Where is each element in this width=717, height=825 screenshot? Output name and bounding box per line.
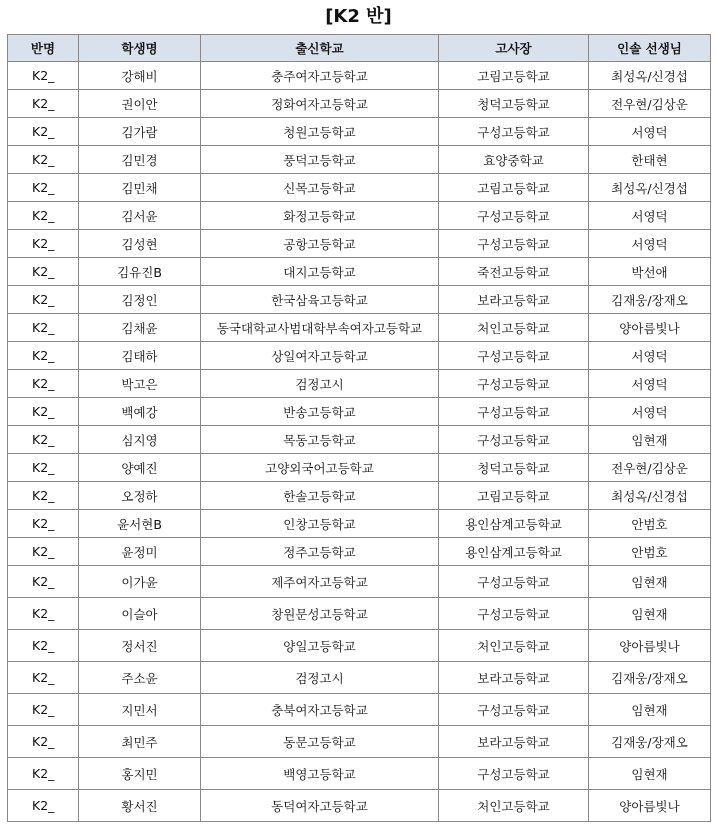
cell-teacher: 최성옥/신경섭 — [589, 174, 711, 202]
cell-teacher: 서영덕 — [589, 398, 711, 426]
cell-school: 목동고등학교 — [201, 426, 439, 454]
cell-student: 최민주 — [79, 726, 201, 758]
cell-student: 김민채 — [79, 174, 201, 202]
table-row — [8, 258, 711, 286]
cell-teacher: 양아름빛나 — [589, 630, 711, 662]
table-row — [8, 758, 711, 790]
cell-teacher: 양아름빛나 — [589, 314, 711, 342]
cell-student: 지민서 — [79, 694, 201, 726]
cell-teacher: 임현재 — [589, 598, 711, 630]
cell-student: 박고은 — [79, 370, 201, 398]
cell-student: 김성현 — [79, 230, 201, 258]
cell-student: 권이안 — [79, 90, 201, 118]
table-row — [8, 230, 711, 258]
cell-school: 한솔고등학교 — [201, 482, 439, 510]
cell-exam-site: 구성고등학교 — [439, 370, 589, 398]
table-row — [8, 314, 711, 342]
cell-teacher: 서영덕 — [589, 230, 711, 258]
cell-teacher: 최성옥/신경섭 — [589, 482, 711, 510]
cell-student: 윤서현B — [79, 510, 201, 538]
cell-exam-site: 처인고등학교 — [439, 790, 589, 822]
table-row — [8, 694, 711, 726]
cell-exam-site: 구성고등학교 — [439, 694, 589, 726]
table-row — [8, 370, 711, 398]
cell-class: K2_ — [8, 314, 79, 342]
cell-class: K2_ — [8, 482, 79, 510]
table-row — [8, 726, 711, 758]
table-row — [8, 174, 711, 202]
cell-exam-site: 처인고등학교 — [439, 314, 589, 342]
cell-class: K2_ — [8, 426, 79, 454]
cell-school: 정화여자고등학교 — [201, 90, 439, 118]
table-row — [8, 202, 711, 230]
cell-school: 화정고등학교 — [201, 202, 439, 230]
cell-school: 정주고등학교 — [201, 538, 439, 566]
cell-exam-site: 구성고등학교 — [439, 202, 589, 230]
cell-school: 대지고등학교 — [201, 258, 439, 286]
cell-school: 창원문성고등학교 — [201, 598, 439, 630]
cell-teacher: 서영덕 — [589, 118, 711, 146]
cell-teacher: 김재웅/장재오 — [589, 662, 711, 694]
table-row — [8, 398, 711, 426]
cell-school: 충주여자고등학교 — [201, 62, 439, 90]
cell-class: K2_ — [8, 370, 79, 398]
cell-school: 반송고등학교 — [201, 398, 439, 426]
cell-teacher: 서영덕 — [589, 342, 711, 370]
cell-class: K2_ — [8, 566, 79, 598]
cell-exam-site: 고림고등학교 — [439, 482, 589, 510]
cell-class: K2_ — [8, 510, 79, 538]
cell-teacher: 전우현/김상운 — [589, 90, 711, 118]
cell-class: K2_ — [8, 662, 79, 694]
cell-exam-site: 구성고등학교 — [439, 758, 589, 790]
cell-class: K2_ — [8, 146, 79, 174]
cell-student: 강해비 — [79, 62, 201, 90]
cell-student: 김정인 — [79, 286, 201, 314]
cell-school: 인창고등학교 — [201, 510, 439, 538]
cell-student: 황서진 — [79, 790, 201, 822]
cell-teacher: 임현재 — [589, 758, 711, 790]
cell-teacher: 김재웅/장재오 — [589, 726, 711, 758]
cell-student: 김서윤 — [79, 202, 201, 230]
cell-class: K2_ — [8, 630, 79, 662]
cell-school: 검정고시 — [201, 370, 439, 398]
header-teacher: 인솔 선생님 — [589, 35, 711, 62]
table-row — [8, 598, 711, 630]
cell-exam-site: 죽전고등학교 — [439, 258, 589, 286]
cell-teacher: 박선애 — [589, 258, 711, 286]
cell-exam-site: 구성고등학교 — [439, 118, 589, 146]
cell-student: 오정하 — [79, 482, 201, 510]
table-row — [8, 118, 711, 146]
table-row — [8, 630, 711, 662]
cell-student: 이가윤 — [79, 566, 201, 598]
cell-school: 고양외국어고등학교 — [201, 454, 439, 482]
cell-exam-site: 구성고등학교 — [439, 566, 589, 598]
cell-class: K2_ — [8, 758, 79, 790]
cell-class: K2_ — [8, 62, 79, 90]
table-row — [8, 62, 711, 90]
table-row — [8, 538, 711, 566]
cell-teacher: 안범호 — [589, 510, 711, 538]
cell-student: 양예진 — [79, 454, 201, 482]
cell-school: 상일여자고등학교 — [201, 342, 439, 370]
cell-exam-site: 처인고등학교 — [439, 630, 589, 662]
cell-student: 김가람 — [79, 118, 201, 146]
cell-teacher: 양아름빛나 — [589, 790, 711, 822]
header-class: 반명 — [8, 35, 79, 62]
cell-school: 풍덕고등학교 — [201, 146, 439, 174]
cell-class: K2_ — [8, 258, 79, 286]
cell-exam-site: 용인삼계고등학교 — [439, 510, 589, 538]
cell-school: 백영고등학교 — [201, 758, 439, 790]
cell-exam-site: 용인삼계고등학교 — [439, 538, 589, 566]
cell-teacher: 임현재 — [589, 426, 711, 454]
cell-student: 김유진B — [79, 258, 201, 286]
cell-class: K2_ — [8, 286, 79, 314]
cell-exam-site: 효양중학교 — [439, 146, 589, 174]
cell-exam-site: 고림고등학교 — [439, 174, 589, 202]
cell-student: 주소윤 — [79, 662, 201, 694]
student-table — [7, 34, 711, 822]
cell-student: 홍지민 — [79, 758, 201, 790]
cell-class: K2_ — [8, 174, 79, 202]
cell-exam-site: 청덕고등학교 — [439, 454, 589, 482]
cell-exam-site: 구성고등학교 — [439, 230, 589, 258]
cell-exam-site: 보라고등학교 — [439, 662, 589, 694]
cell-teacher: 안범호 — [589, 538, 711, 566]
cell-class: K2_ — [8, 726, 79, 758]
cell-teacher: 서영덕 — [589, 202, 711, 230]
table-row — [8, 342, 711, 370]
cell-teacher: 임현재 — [589, 566, 711, 598]
cell-school: 제주여자고등학교 — [201, 566, 439, 598]
table-row — [8, 146, 711, 174]
cell-class: K2_ — [8, 598, 79, 630]
cell-school: 동덕여자고등학교 — [201, 790, 439, 822]
cell-school: 한국삼육고등학교 — [201, 286, 439, 314]
table-row — [8, 286, 711, 314]
cell-teacher: 임현재 — [589, 694, 711, 726]
table-header-row — [8, 35, 711, 62]
cell-student: 심지영 — [79, 426, 201, 454]
cell-student: 김채윤 — [79, 314, 201, 342]
cell-exam-site: 보라고등학교 — [439, 286, 589, 314]
cell-student: 김민경 — [79, 146, 201, 174]
header-school: 출신학교 — [201, 35, 439, 62]
cell-exam-site: 구성고등학교 — [439, 426, 589, 454]
cell-exam-site: 구성고등학교 — [439, 342, 589, 370]
cell-student: 윤정미 — [79, 538, 201, 566]
table-row — [8, 90, 711, 118]
cell-class: K2_ — [8, 90, 79, 118]
cell-class: K2_ — [8, 342, 79, 370]
cell-student: 백예강 — [79, 398, 201, 426]
cell-class: K2_ — [8, 118, 79, 146]
cell-student: 정서진 — [79, 630, 201, 662]
cell-class: K2_ — [8, 538, 79, 566]
cell-exam-site: 고림고등학교 — [439, 62, 589, 90]
table-row — [8, 454, 711, 482]
table-row — [8, 482, 711, 510]
table-row — [8, 426, 711, 454]
header-student: 학생명 — [79, 35, 201, 62]
cell-teacher: 최성옥/신경섭 — [589, 62, 711, 90]
cell-exam-site: 보라고등학교 — [439, 726, 589, 758]
cell-school: 동국대학교사범대학부속여자고등학교 — [201, 314, 439, 342]
cell-class: K2_ — [8, 398, 79, 426]
cell-school: 청원고등학교 — [201, 118, 439, 146]
cell-school: 양일고등학교 — [201, 630, 439, 662]
page-title: [K2 반] — [325, 6, 392, 27]
cell-exam-site: 청덕고등학교 — [439, 90, 589, 118]
cell-school: 공항고등학교 — [201, 230, 439, 258]
cell-teacher: 전우현/김상운 — [589, 454, 711, 482]
table-row — [8, 566, 711, 598]
cell-class: K2_ — [8, 230, 79, 258]
cell-school: 동문고등학교 — [201, 726, 439, 758]
cell-class: K2_ — [8, 454, 79, 482]
cell-teacher: 김재웅/장재오 — [589, 286, 711, 314]
header-exam-site: 고사장 — [439, 35, 589, 62]
cell-school: 충북여자고등학교 — [201, 694, 439, 726]
cell-student: 이슬아 — [79, 598, 201, 630]
cell-exam-site: 구성고등학교 — [439, 398, 589, 426]
cell-teacher: 서영덕 — [589, 370, 711, 398]
table-row — [8, 790, 711, 822]
cell-class: K2_ — [8, 202, 79, 230]
cell-teacher: 한태현 — [589, 146, 711, 174]
table-row — [8, 510, 711, 538]
cell-school: 신목고등학교 — [201, 174, 439, 202]
cell-school: 검정고시 — [201, 662, 439, 694]
cell-exam-site: 구성고등학교 — [439, 598, 589, 630]
cell-student: 김태하 — [79, 342, 201, 370]
cell-class: K2_ — [8, 790, 79, 822]
table-row — [8, 662, 711, 694]
table-body — [8, 62, 711, 822]
cell-class: K2_ — [8, 694, 79, 726]
